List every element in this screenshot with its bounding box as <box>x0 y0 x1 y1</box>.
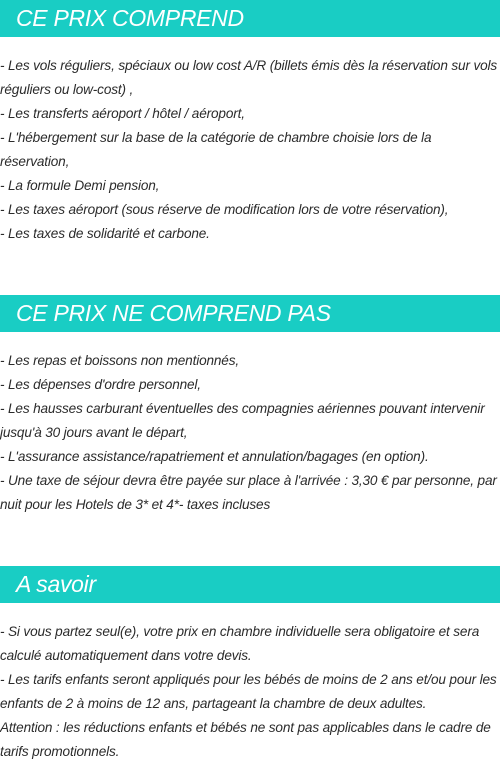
section-price-excludes <box>0 295 500 517</box>
price-includes-list <box>0 54 500 246</box>
list-item: - Les vols réguliers, spéciaux ou low cost A/R (billets émis dès la réservation sur vols réguliers ou low-cost) , <box>0 58 498 97</box>
list-item: - Si vous partez seul(e), votre prix en chambre individuelle sera obligatoire et sera calculé automatiquement dans votre devis. <box>0 624 480 663</box>
list-item: - L'hébergement sur la base de la catégorie de chambre choisie lors de la réservation, <box>0 130 432 169</box>
list-item: - Les taxes de solidarité et carbone. <box>0 226 210 241</box>
section-title-price-excludes: CE PRIX NE COMPREND PAS <box>0 295 500 332</box>
list-item: - La formule Demi pension, <box>0 178 160 193</box>
list-item: Attention : les réductions enfants et bébés ne sont pas applicables dans le cadre de tarifs promotionnels. <box>0 720 491 759</box>
list-item: - Les repas et boissons non mentionnés, <box>0 353 239 368</box>
list-item: - Les transferts aéroport / hôtel / aéroport, <box>0 106 245 121</box>
list-item: - L'assurance assistance/rapatriement et annulation/bagages (en option). <box>0 449 429 464</box>
section-title-good-to-know: A savoir <box>0 566 500 603</box>
good-to-know-list <box>0 620 500 764</box>
list-item: - Les taxes aéroport (sous réserve de modification lors de votre réservation), <box>0 202 449 217</box>
section-price-includes <box>0 0 500 246</box>
list-item: - Les hausses carburant éventuelles des compagnies aériennes pouvant intervenir jusqu'à 30 jours avant le départ, <box>0 401 485 440</box>
price-excludes-list <box>0 349 500 517</box>
section-good-to-know <box>0 566 500 764</box>
list-item: - Les dépenses d'ordre personnel, <box>0 377 201 392</box>
list-item: - Une taxe de séjour devra être payée sur place à l'arrivée : 3,30 € par personne, par nuit pour les Hotels de 3* et 4*- taxes incluses <box>0 473 497 512</box>
section-title-price-includes: CE PRIX COMPREND <box>0 0 500 37</box>
list-item: - Les tarifs enfants seront appliqués pour les bébés de moins de 2 ans et/ou pour les enfants de 2 à moins de 12 ans, partageant la chambre de deux adultes. <box>0 672 497 711</box>
